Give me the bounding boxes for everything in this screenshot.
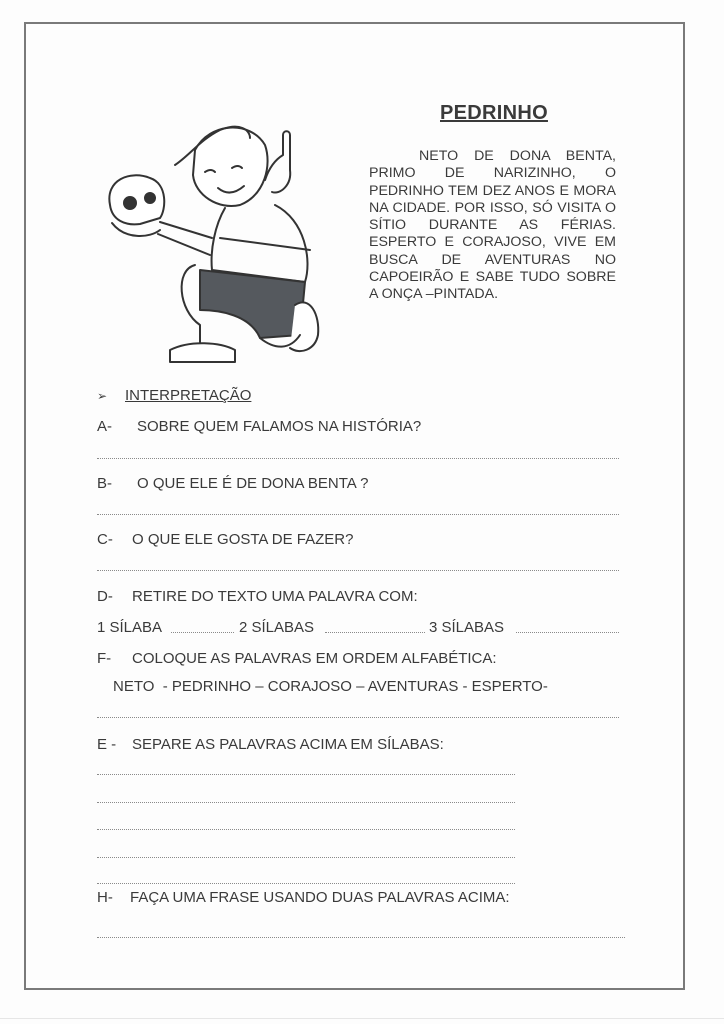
three-syllable-label: 3 SÍLABAS [429,619,505,636]
story-paragraph [369,148,616,304]
answer-line-b[interactable] [97,514,619,515]
syllable-row [97,619,162,636]
section-heading [97,387,251,404]
question-letter: A- [97,418,112,435]
question-a [97,418,421,435]
question-h [97,889,510,906]
answer-one-syllable[interactable] [171,632,234,633]
question-c [97,531,353,548]
boy-holding-skull-illustration [100,110,340,370]
answer-line-f[interactable] [97,717,619,718]
question-text: SOBRE QUEM FALAMOS NA HISTÓRIA? [137,418,422,435]
answer-line-c[interactable] [97,570,619,571]
worksheet-title: PEDRINHO [440,102,548,124]
question-letter: C- [97,531,113,548]
question-text: RETIRE DO TEXTO UMA PALAVRA COM: [132,588,418,605]
question-text: O QUE ELE GOSTA DE FAZER? [132,531,354,548]
question-letter: E - [97,736,117,753]
answer-line-e3[interactable] [97,829,515,830]
question-f [97,650,497,667]
question-text: FAÇA UMA FRASE USANDO DUAS PALAVRAS ACIMA: [130,889,510,906]
answer-three-syllable[interactable] [516,632,619,633]
word-list: NETO - PEDRINHO – CORAJOSO – AVENTURAS - ESPERTO- [113,678,548,695]
two-syllable-wrap [239,619,314,636]
question-letter: D- [97,588,113,605]
answer-line-h[interactable] [97,937,625,938]
scan-edge [0,1018,724,1019]
question-text: SEPARE AS PALAVRAS ACIMA EM SÍLABAS: [132,736,444,753]
question-b [97,475,368,492]
arrow-bullet-icon: ➢ [97,389,108,403]
question-text: O QUE ELE É DE DONA BENTA ? [137,475,369,492]
answer-line-e1[interactable] [97,774,515,775]
answer-line-e5[interactable] [97,883,515,884]
one-syllable-label: 1 SÍLABA [97,619,163,636]
answer-line-e4[interactable] [97,857,515,858]
question-letter: H- [97,889,113,906]
two-syllable-label: 2 SÍLABAS [239,619,315,636]
answer-line-e2[interactable] [97,802,515,803]
section-heading-text: INTERPRETAÇÃO [125,387,252,404]
question-letter: F- [97,650,112,667]
question-e [97,736,444,753]
three-syllable-wrap [429,619,504,636]
story-text: NETO DE DONA BENTA, PRIMO DE NARIZINHO, O PEDRINHO TEM DEZ ANOS E MORA NA CIDADE. POR ISSO, SÓ VISITA O SÍTIO DURANTE AS FÉRIAS. ESPERTO E CORAJOSO, VIVE EM BUSCA DE AVENTURAS NO CAPOEIRÃO E SABE TUDO SOBRE A ONÇA –PINTADA. [369,148,616,303]
answer-line-a[interactable] [97,458,619,459]
question-letter: B- [97,475,112,492]
answer-two-syllable[interactable] [325,632,425,633]
question-text: COLOQUE AS PALAVRAS EM ORDEM ALFABÉTICA: [132,650,497,667]
question-d [97,588,418,605]
